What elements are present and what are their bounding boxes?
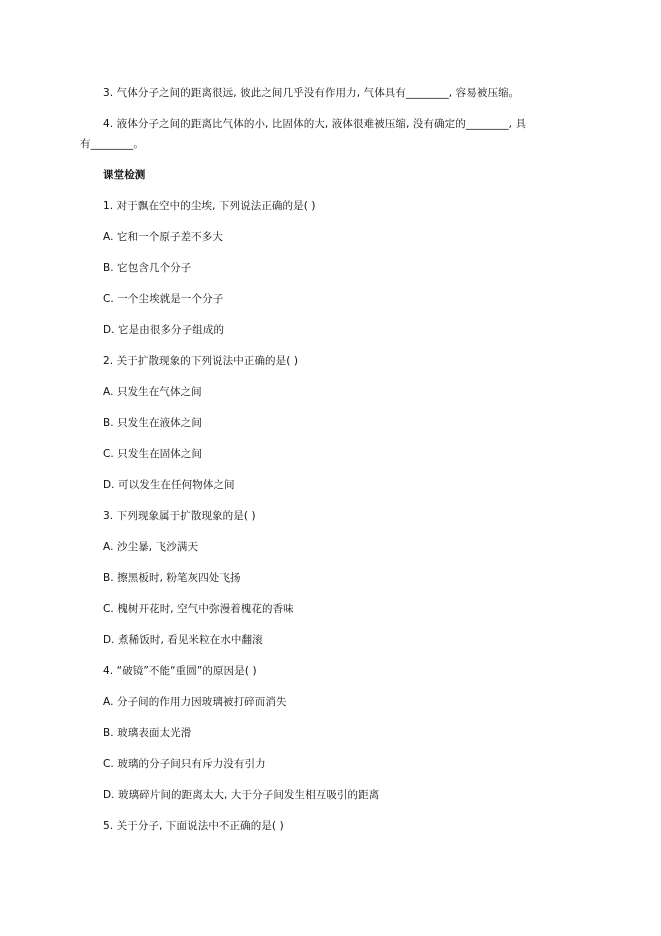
question-option: D. 玻璃碎片间的距离太大, 大于分子间发生相互吸引的距离 xyxy=(103,789,380,801)
question-option: A. 沙尘暴, 飞沙满天 xyxy=(103,541,199,553)
question-option: D. 它是由很多分子组成的 xyxy=(103,324,225,336)
question-option: C. 槐树开花时, 空气中弥漫着槐花的香味 xyxy=(103,603,294,615)
question-option: B. 玻璃表面太光滑 xyxy=(103,727,192,739)
question-stem: 1. 对于飘在空中的尘埃, 下列说法正确的是( ) xyxy=(103,200,316,212)
question-option: A. 分子间的作用力因玻璃被打碎而消失 xyxy=(103,696,287,708)
section-title: 课堂检测 xyxy=(103,169,146,181)
fill-in-question-3: 3. 气体分子之间的距离很远, 彼此之间几乎没有作用力, 气体具有________, 容易被压缩。 xyxy=(103,87,520,99)
question-stem: 4. “破镜”不能“重圆”的原因是( ) xyxy=(103,665,257,677)
question-option: C. 玻璃的分子间只有斥力没有引力 xyxy=(103,758,266,770)
question-option: D. 可以发生在任何物体之间 xyxy=(103,479,235,491)
question-option: B. 只发生在液体之间 xyxy=(103,417,202,429)
question-option: A. 它和一个原子差不多大 xyxy=(103,231,223,243)
question-stem: 3. 下列现象属于扩散现象的是( ) xyxy=(103,510,256,522)
question-option: B. 擦黑板时, 粉笔灰四处飞扬 xyxy=(103,572,241,584)
fill-in-question-4-line-2: 有________。 xyxy=(80,138,144,150)
question-option: B. 它包含几个分子 xyxy=(103,262,192,274)
question-stem: 5. 关于分子, 下面说法中不正确的是( ) xyxy=(103,820,284,832)
question-option: C. 一个尘埃就是一个分子 xyxy=(103,293,224,305)
fill-in-question-4-line-1: 4. 液体分子之间的距离比气体的小, 比固体的大, 液体很难被压缩, 没有确定的________, 具 xyxy=(103,118,527,130)
question-option: A. 只发生在气体之间 xyxy=(103,386,202,398)
question-stem: 2. 关于扩散现象的下列说法中正确的是( ) xyxy=(103,355,299,367)
question-option: C. 只发生在固体之间 xyxy=(103,448,203,460)
question-option: D. 煮稀饭时, 看见米粒在水中翻滚 xyxy=(103,634,263,646)
